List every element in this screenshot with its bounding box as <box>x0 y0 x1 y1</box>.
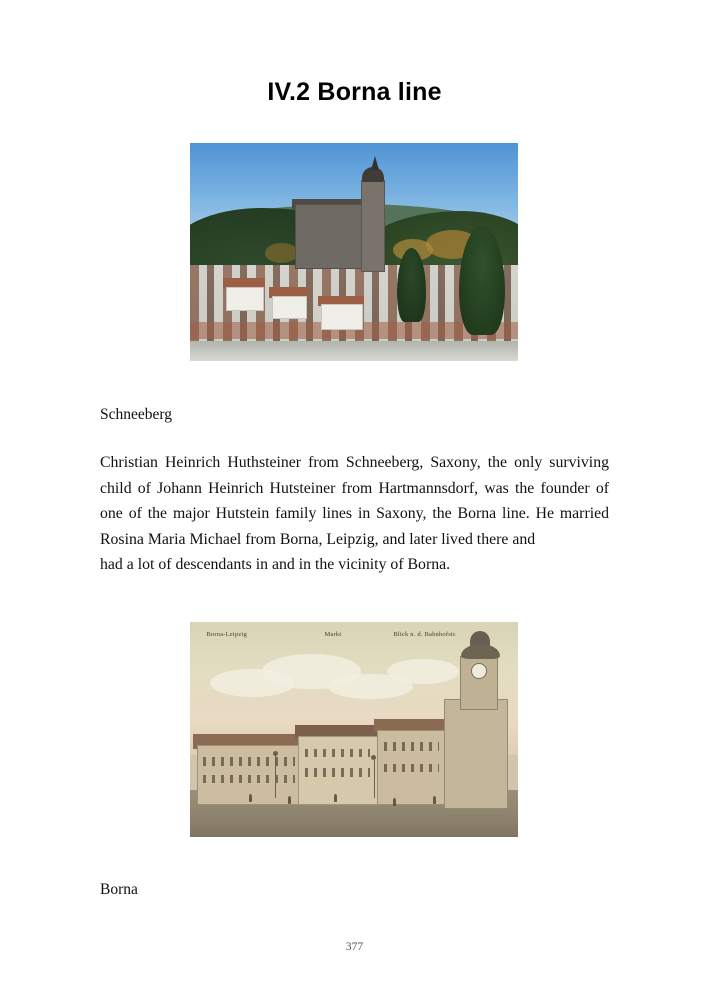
pedestrian <box>249 794 252 802</box>
house-facade <box>321 304 362 330</box>
window-row <box>203 757 295 766</box>
figure-caption-schneeberg: Schneeberg <box>100 406 173 423</box>
house-facade <box>272 296 307 320</box>
figure-schneeberg-photo <box>190 143 518 361</box>
body-paragraph-last-line: had a lot of descendants in and in the vicinity of Borna. <box>100 556 451 573</box>
street-lamp-post <box>275 755 276 798</box>
pedestrian <box>288 796 291 804</box>
postcard-label-left: Borna-Leipzig <box>206 630 247 638</box>
window-row <box>203 775 295 784</box>
church-spire <box>371 156 379 170</box>
town-hall-building <box>444 699 508 809</box>
church-tower <box>361 180 386 272</box>
window-row <box>384 742 440 751</box>
page-title: IV.2 Borna line <box>267 78 442 106</box>
body-paragraph <box>100 450 609 578</box>
church-nave <box>295 204 367 269</box>
postcard-label-middle: Markt <box>324 630 342 638</box>
window-row <box>305 749 371 758</box>
body-paragraph-text: Christian Heinrich Huthsteiner from Schneeberg, Saxony, the only surviving child of Johann Heinrich Hutsteiner from Hartmannsdorf, was the founder of one of the major Hutstein family lines in Saxony, the Borna line. He married Rosina Maria Michael from Borna, Leipzig, and later lived there and <box>100 454 609 548</box>
pedestrian <box>334 794 337 802</box>
autumn-foliage <box>265 243 298 263</box>
pedestrian <box>433 796 436 804</box>
foreground-roof <box>190 341 518 361</box>
street-lamp-post <box>374 760 375 799</box>
figure-caption-borna: Borna <box>100 881 138 898</box>
postcard-label-right: Blick n. d. Bahnhofstr. <box>393 630 457 638</box>
window-row <box>384 764 440 773</box>
tower-clock <box>471 663 487 679</box>
pedestrian <box>393 798 396 806</box>
house-facade <box>226 287 264 311</box>
window-row <box>305 768 371 777</box>
cloud <box>387 659 459 685</box>
street-lamp-head <box>273 751 278 756</box>
page-number: 377 <box>345 941 364 953</box>
figure-borna-postcard <box>190 622 518 837</box>
